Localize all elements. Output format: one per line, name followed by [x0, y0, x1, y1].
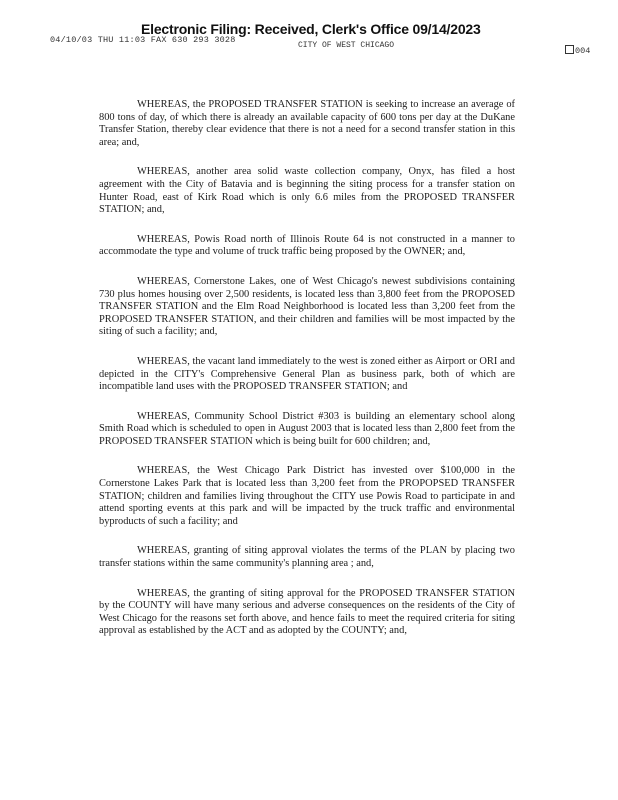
- whereas-paragraph-7: WHEREAS, the West Chicago Park District has invested over $100,000 in the Cornerstone Lakes Park that is located less than 3,200 feet from the PROPOPSED TRANSFER STATION; children and families living throughout the CITY use Powis Road to participate in and attend sporting events at this park and will be impacted by the truck traffic and environmental byproducts of such a facility; and: [99, 465, 515, 527]
- whereas-paragraph-2: WHEREAS, another area solid waste collection company, Onyx, has filed a host agreement with the City of Batavia and is beginning the siting process for a transfer station on Hunter Road, east of Kirk Road which is only 6.6 miles from the PROPOSED TRANSFER STATION; and,: [99, 166, 515, 216]
- fax-sender: CITY OF WEST CHICAGO: [298, 41, 395, 50]
- whereas-paragraph-5: WHEREAS, the vacant land immediately to the west is zoned either as Airport or ORI and depicted in the CITY's Comprehensive General Plan as business park, both of which are incompatible land uses with the PROPOSED TRANSFER STATION; and: [99, 355, 515, 393]
- whereas-paragraph-3: WHEREAS, Powis Road north of Illinois Route 64 is not constructed in a manner to accommodate the type and volume of truck traffic being proposed by the OWNER; and,: [99, 233, 515, 258]
- filing-stamp: Electronic Filing: Received, Clerk's Office 09/14/2023: [141, 21, 481, 37]
- fax-page-box-icon: [565, 45, 574, 54]
- whereas-paragraph-8: WHEREAS, granting of siting approval violates the terms of the PLAN by placing two transfer stations within the same community's planning area ; and,: [99, 545, 515, 570]
- fax-page-indicator: [565, 45, 590, 56]
- fax-header-line: 04/10/03 THU 11:03 FAX 630 293 3028: [50, 35, 236, 45]
- whereas-paragraph-1: WHEREAS, the PROPOSED TRANSFER STATION is seeking to increase an average of 800 tons of day, of which there is already an available capacity of 600 tons per day at the DuKane Transfer Station, thereby clear evidence that there is not a need for a second transfer station in this area; and,: [99, 99, 515, 148]
- whereas-paragraph-9: WHEREAS, the granting of siting approval for the PROPOSED TRANSFER STATION by the COUNTY will have many serious and adverse consequences on the residents of the City of West Chicago for the reasons set forth above, and hence fails to meet the required criteria for siting approval as established by the ACT and as adopted by the COUNTY; and,: [99, 587, 515, 637]
- whereas-paragraph-6: WHEREAS, Community School District #303 is building an elementary school along Smith Road which is scheduled to open in August 2003 that is located less than 2,800 feet from the PROPOSED TRANSFER STATION which is being built for 600 children; and,: [99, 410, 515, 447]
- fax-page-number: 004: [575, 46, 591, 56]
- whereas-paragraph-4: WHEREAS, Cornerstone Lakes, one of West Chicago's newest subdivisions containing 730 plus homes housing over 2,500 residents, is located less than 3,800 feet from the PROPOSED TRANSFER STATION and the Elm Road Neighborhood is located less than 3,200 feet from the PROPOSED TRANSFER STATION, and their children and families will be most impacted by the siting of such a facility; and,: [99, 275, 515, 338]
- document-body: [99, 99, 515, 655]
